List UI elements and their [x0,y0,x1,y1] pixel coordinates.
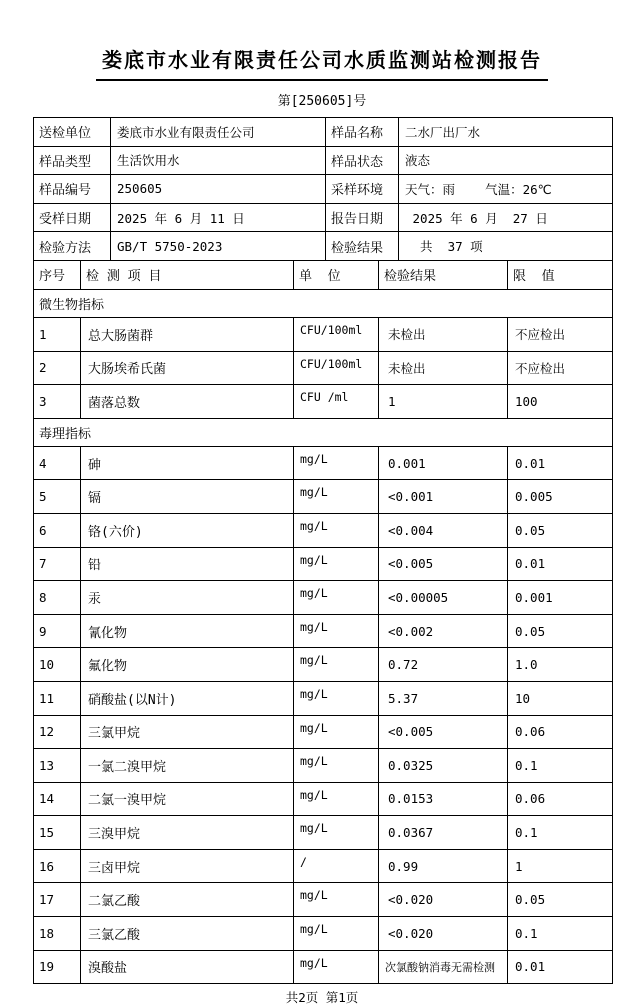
item-name-cell: 三氯乙酸 [81,917,294,951]
results-table [33,260,613,984]
unit-cell: mg/L [294,513,379,547]
unit-cell: mg/L [294,950,379,984]
unit-cell: mg/L [294,883,379,917]
unit-cell: mg/L [294,446,379,480]
unit-cell: mg/L [294,816,379,850]
item-name-cell: 氟化物 [81,648,294,682]
item-name-cell: 大肠埃希氏菌 [81,351,294,385]
col-header-result: 检验结果 [379,260,508,289]
limit-cell: 10 [508,681,613,715]
row-index-cell: 5 [34,480,81,514]
info-value-cell: 娄底市水业有限责任公司 [111,118,326,147]
item-name-cell: 硝酸盐(以N计) [81,681,294,715]
result-row [34,715,613,749]
result-cell: <0.002 [379,614,508,648]
info-label-cell: 受样日期 [34,203,111,232]
info-value-cell: 共 37 项 [399,232,613,261]
unit-cell: mg/L [294,782,379,816]
limit-cell: 1.0 [508,648,613,682]
item-name-cell: 总大肠菌群 [81,317,294,351]
unit-cell: mg/L [294,715,379,749]
result-cell: 0.0367 [379,816,508,850]
info-label-cell: 检验结果 [326,232,399,261]
result-cell: <0.005 [379,547,508,581]
result-row [34,581,613,615]
info-label-cell: 样品编号 [34,175,111,204]
result-row [34,749,613,783]
result-row [34,849,613,883]
row-index-cell: 18 [34,917,81,951]
result-row [34,480,613,514]
result-row [34,950,613,984]
item-name-cell: 铅 [81,547,294,581]
row-index-cell: 9 [34,614,81,648]
item-name-cell: 二氯乙酸 [81,883,294,917]
result-row [34,317,613,351]
section-row [34,418,613,446]
result-cell: 0.0325 [379,749,508,783]
row-index-cell: 12 [34,715,81,749]
result-row [34,883,613,917]
unit-cell: CFU/100ml [294,351,379,385]
row-index-cell: 19 [34,950,81,984]
limit-cell: 不应检出 [508,351,613,385]
unit-cell: mg/L [294,480,379,514]
page-footer: 共2页 第1页 [285,990,359,1006]
limit-cell: 0.1 [508,816,613,850]
item-name-cell: 溴酸盐 [81,950,294,984]
row-index-cell: 17 [34,883,81,917]
item-name-cell: 镉 [81,480,294,514]
info-value-cell: 250605 [111,175,326,204]
result-cell: <0.005 [379,715,508,749]
limit-cell: 1 [508,849,613,883]
result-cell: <0.020 [379,883,508,917]
info-row [34,175,613,204]
item-name-cell: 三氯甲烷 [81,715,294,749]
row-index-cell: 11 [34,681,81,715]
col-header-unit: 单 位 [294,260,379,289]
col-header-limit: 限 值 [508,260,613,289]
row-index-cell: 10 [34,648,81,682]
result-cell: <0.00005 [379,581,508,615]
result-cell: 未检出 [379,351,508,385]
col-header-index: 序号 [34,260,81,289]
result-cell: 5.37 [379,681,508,715]
item-name-cell: 三溴甲烷 [81,816,294,850]
limit-cell: 0.01 [508,950,613,984]
result-cell: <0.001 [379,480,508,514]
limit-cell: 0.05 [508,614,613,648]
limit-cell: 0.06 [508,782,613,816]
result-cell: 0.72 [379,648,508,682]
limit-cell: 0.005 [508,480,613,514]
info-label-cell: 样品状态 [326,146,399,175]
result-cell: 0.0153 [379,782,508,816]
unit-cell: mg/L [294,581,379,615]
item-name-cell: 三卤甲烷 [81,849,294,883]
result-cell: 次氯酸钠消毒无需检测 [379,950,508,984]
result-row [34,446,613,480]
unit-cell: CFU /ml [294,385,379,419]
result-row [34,351,613,385]
row-index-cell: 14 [34,782,81,816]
info-row [34,203,613,232]
limit-cell: 100 [508,385,613,419]
info-row [34,118,613,147]
item-name-cell: 一氯二溴甲烷 [81,749,294,783]
report-title: 娄底市水业有限责任公司水质监测站检测报告 [96,44,548,81]
limit-cell: 0.01 [508,547,613,581]
info-row [34,146,613,175]
row-index-cell: 7 [34,547,81,581]
section-header-cell: 微生物指标 [34,289,613,317]
info-value-cell: 液态 [399,146,613,175]
info-label-cell: 送检单位 [34,118,111,147]
result-row [34,782,613,816]
info-label-cell: 采样环境 [326,175,399,204]
info-value-cell: 2025 年 6 月 27 日 [399,203,613,232]
info-label-cell: 样品名称 [326,118,399,147]
row-index-cell: 16 [34,849,81,883]
result-row [34,681,613,715]
result-cell: 0.001 [379,446,508,480]
info-label-cell: 检验方法 [34,232,111,261]
result-cell: <0.004 [379,513,508,547]
result-cell: <0.020 [379,917,508,951]
result-cell: 0.99 [379,849,508,883]
result-row [34,513,613,547]
row-index-cell: 13 [34,749,81,783]
row-index-cell: 2 [34,351,81,385]
item-name-cell: 菌落总数 [81,385,294,419]
results-header-row [34,260,613,289]
info-label-cell: 报告日期 [326,203,399,232]
limit-cell: 0.001 [508,581,613,615]
info-value-cell: GB/T 5750-2023 [111,232,326,261]
info-value-cell: 天气：雨 气温：26℃ [399,175,613,204]
limit-cell: 0.06 [508,715,613,749]
doc-number: 第[250605]号 [277,94,367,109]
col-header-item: 检 测 项 目 [81,260,294,289]
limit-cell: 不应检出 [508,317,613,351]
result-cell: 1 [379,385,508,419]
result-cell: 未检出 [379,317,508,351]
limit-cell: 0.05 [508,513,613,547]
limit-cell: 0.1 [508,917,613,951]
row-index-cell: 8 [34,581,81,615]
row-index-cell: 4 [34,446,81,480]
result-row [34,547,613,581]
info-label-cell: 样品类型 [34,146,111,175]
result-row [34,816,613,850]
limit-cell: 0.01 [508,446,613,480]
item-name-cell: 二氯一溴甲烷 [81,782,294,816]
limit-cell: 0.1 [508,749,613,783]
unit-cell: mg/L [294,547,379,581]
info-row [34,232,613,261]
unit-cell: mg/L [294,681,379,715]
row-index-cell: 6 [34,513,81,547]
result-row [34,385,613,419]
row-index-cell: 1 [34,317,81,351]
section-row [34,289,613,317]
result-row [34,917,613,951]
item-name-cell: 铬(六价) [81,513,294,547]
row-index-cell: 15 [34,816,81,850]
unit-cell: mg/L [294,648,379,682]
unit-cell: mg/L [294,614,379,648]
unit-cell: mg/L [294,917,379,951]
info-value-cell: 二水厂出厂水 [399,118,613,147]
section-header-cell: 毒理指标 [34,418,613,446]
item-name-cell: 汞 [81,581,294,615]
sample-info-table [33,117,613,261]
item-name-cell: 砷 [81,446,294,480]
result-row [34,648,613,682]
result-row [34,614,613,648]
item-name-cell: 氰化物 [81,614,294,648]
info-value-cell: 生活饮用水 [111,146,326,175]
info-value-cell: 2025 年 6 月 11 日 [111,203,326,232]
unit-cell: mg/L [294,749,379,783]
row-index-cell: 3 [34,385,81,419]
limit-cell: 0.05 [508,883,613,917]
unit-cell: CFU/100ml [294,317,379,351]
title-area [0,0,644,81]
unit-cell: / [294,849,379,883]
